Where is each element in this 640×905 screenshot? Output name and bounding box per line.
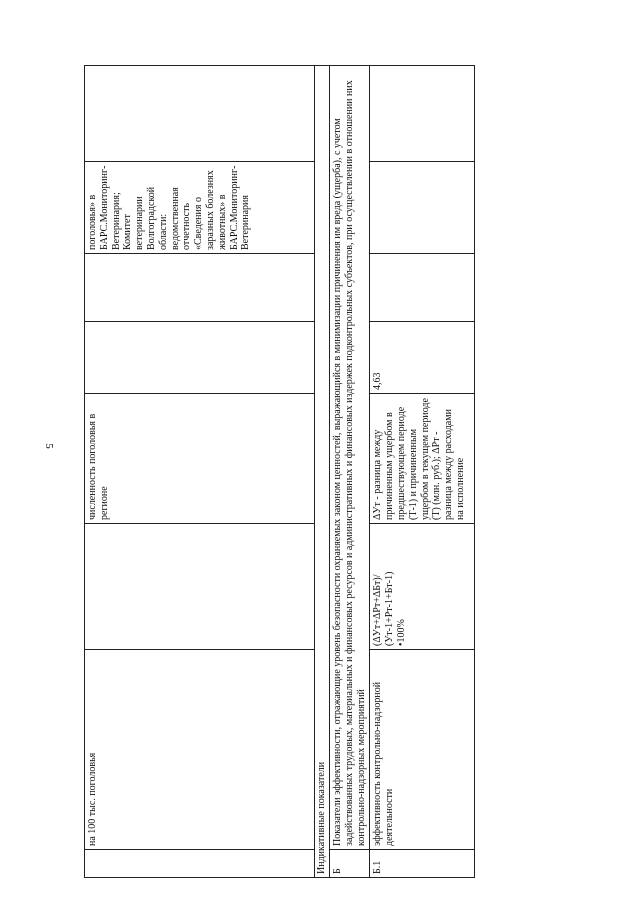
indicators-table	[84, 65, 475, 878]
indicator-note	[370, 66, 475, 162]
cell-name: на 100 тыс. поголовья	[85, 650, 315, 850]
formula-line-2: (Ут-1+Рт-1+Бт-1)	[384, 571, 396, 646]
cell-source: поголовья» в БАРС.Мониторинг-Ветеринария; Комитет ветеринарии Волгоградской области: ведомственная отчетность «Сведения о заразных болезнях животных» в БАРС.Мониторинг-Ветеринария	[85, 162, 315, 254]
indicator-row	[370, 66, 475, 878]
page-number: 5	[42, 443, 55, 449]
indicator-formula	[370, 524, 475, 650]
indicator-target	[370, 254, 475, 322]
indicator-value: 4,63	[370, 322, 475, 394]
indicator-source	[370, 162, 475, 254]
formula-line-3: •100%	[395, 619, 407, 646]
cell-note	[85, 66, 315, 162]
section-header: Индикативные показатели	[315, 66, 330, 878]
section-header-row	[315, 66, 330, 878]
cell-formula	[85, 524, 315, 650]
rotated-table-container	[84, 66, 466, 878]
indicator-description: ΔУт - разница между причиненным ущербом в предшествующем периоде (Т-1) и причиненным ущербом в текущем периоде (Т) (млн. руб.); ΔРт - разница между расходами на исполнение	[370, 394, 475, 524]
continuation-row	[85, 66, 315, 878]
cell-target	[85, 254, 315, 322]
formula-line-1: (ΔУт+ΔРт+ΔБт)/	[372, 574, 384, 646]
group-code: Б	[330, 850, 370, 878]
group-text: Показатели эффективности, отражающие уровень безопасности охраняемых законом ценностей, выражающийся в минимизации причинения им вреда (ущерба), с учетом задействованных трудовых, материальных и финансовых ресурсов и административных и финансовых издержек подконтрольных субъектов, при осуществлении в отношении них контрольно-надзорных мероприятий	[330, 66, 370, 850]
group-row	[330, 66, 370, 878]
cell-value	[85, 322, 315, 394]
cell-code	[85, 850, 315, 878]
indicator-code: Б.1	[370, 850, 475, 878]
indicator-name: эффективность контрольно-надзорной деятельности	[370, 650, 475, 850]
cell-description: численность поголовья в регионе	[85, 394, 315, 524]
